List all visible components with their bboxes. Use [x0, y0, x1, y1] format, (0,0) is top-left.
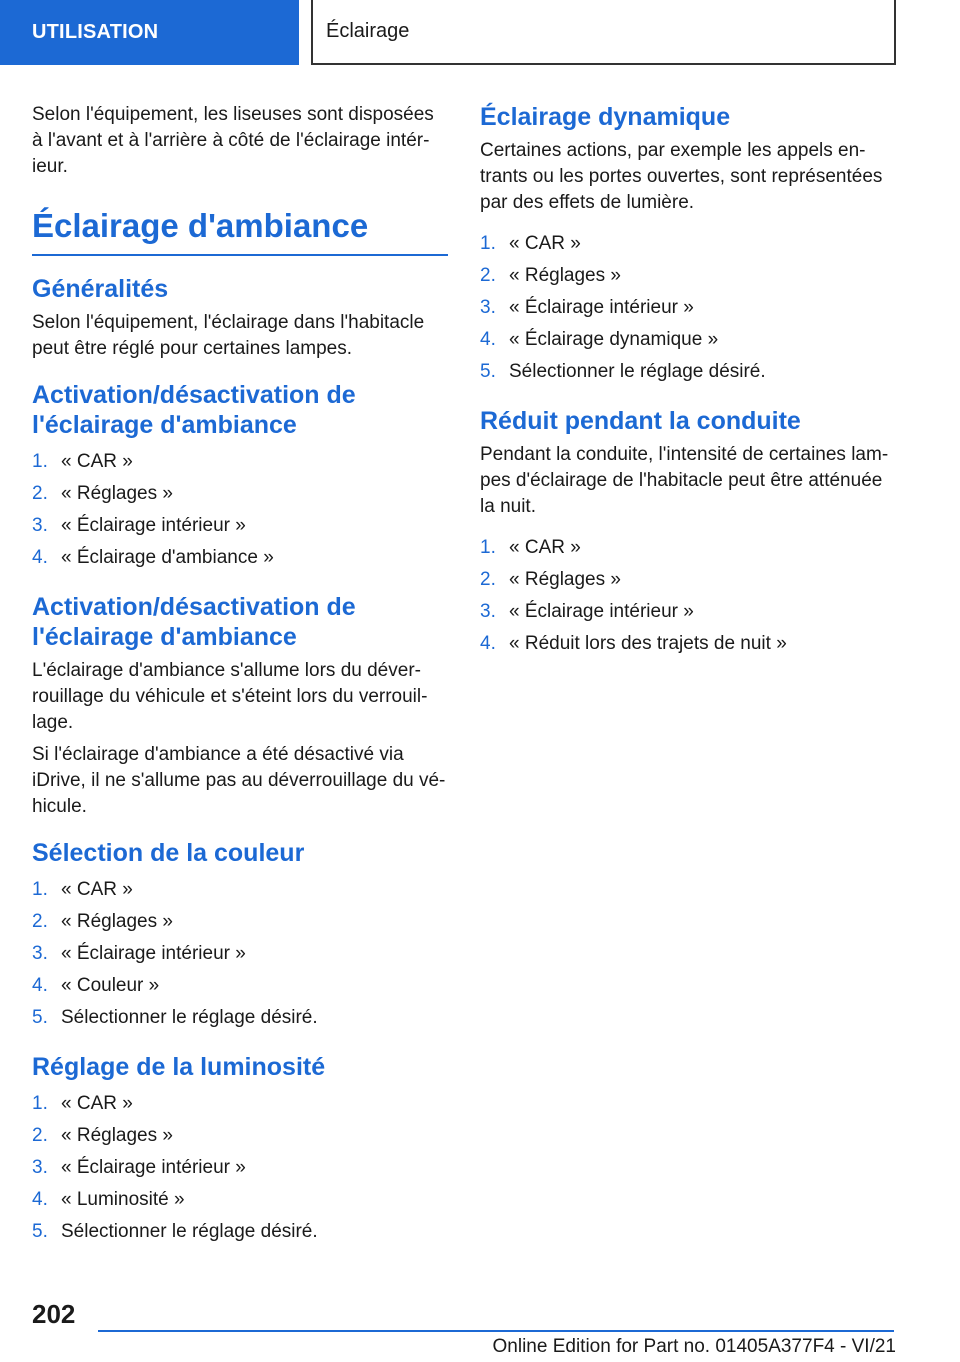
list-item [32, 874, 448, 906]
reduit-steps [480, 532, 900, 660]
step-number: 4. [32, 1189, 48, 1210]
step-number: 5. [32, 1007, 48, 1028]
activation-text-2: Si l'éclairage d'ambiance a été désactivé via iDrive, il ne s'allume pas au déverrouillage du vé-hicule. [32, 744, 446, 817]
step-text: « Réglages » [61, 483, 173, 504]
step-text: « CAR » [509, 537, 581, 558]
step-number: 4. [32, 975, 48, 996]
list-item [32, 542, 448, 574]
step-number: 1. [32, 451, 48, 472]
section-tab: UTILISATION [0, 0, 299, 65]
list-item [480, 356, 900, 388]
left-column [32, 102, 448, 1248]
luminosite-heading: Réglage de la luminosité [32, 1053, 326, 1081]
list-item [480, 596, 900, 628]
generalites-text: Selon l'équipement, l'éclairage dans l'habitacle peut être réglé pour certaines lampes. [32, 312, 425, 359]
list-item [480, 532, 900, 564]
chapter-title: Éclairage [311, 0, 896, 65]
step-text: « Éclairage dynamique » [509, 329, 719, 350]
couleur-heading: Sélection de la couleur [32, 839, 305, 867]
step-number: 3. [32, 943, 48, 964]
step-number: 3. [32, 1157, 48, 1178]
step-number: 2. [32, 1125, 48, 1146]
activation-heading-2: Activation/désactivation de l'éclairage d'ambiance [32, 593, 356, 651]
step-number: 5. [32, 1221, 48, 1242]
step-number: 1. [32, 1093, 48, 1114]
list-item [32, 1152, 448, 1184]
step-number: 2. [480, 265, 496, 286]
list-item [32, 938, 448, 970]
list-item [32, 1002, 448, 1034]
step-text: « Éclairage d'ambiance » [61, 547, 274, 568]
step-number: 3. [480, 297, 496, 318]
dynamique-text: Certaines actions, par exemple les appels en-trants ou les portes ouvertes, sont représentées par des effets de lumière. [480, 140, 883, 213]
step-text: « Réglages » [61, 911, 173, 932]
activation-heading-1: Activation/désactivation de l'éclairage d'ambiance [32, 381, 356, 439]
footer-divider [98, 1330, 894, 1332]
page-number: 202 [32, 1299, 76, 1329]
list-item [480, 628, 900, 660]
list-item [32, 478, 448, 510]
step-text: « Réglages » [61, 1125, 173, 1146]
luminosite-steps [32, 1088, 448, 1248]
step-number: 3. [480, 601, 496, 622]
step-text: « CAR » [509, 233, 581, 254]
step-number: 1. [480, 233, 496, 254]
list-item [32, 906, 448, 938]
list-item [32, 446, 448, 478]
right-column [480, 102, 900, 660]
list-item [32, 1184, 448, 1216]
step-number: 5. [480, 361, 496, 382]
step-text: « Réglages » [509, 569, 621, 590]
step-number: 4. [480, 633, 496, 654]
step-text: « CAR » [61, 879, 133, 900]
generalites-heading: Généralités [32, 275, 169, 303]
list-item [480, 324, 900, 356]
step-text: « Éclairage intérieur » [509, 601, 694, 622]
activation-text-1: L'éclairage d'ambiance s'allume lors du déver-rouillage du véhicule et s'éteint lors du verrouil-lage. [32, 660, 428, 733]
list-item [32, 1088, 448, 1120]
main-section-title: Éclairage d'ambiance [32, 204, 448, 256]
edition-footer: Online Edition for Part no. 01405A377F4 - VI/21 [492, 1336, 896, 1357]
step-text: « Éclairage intérieur » [509, 297, 694, 318]
step-number: 1. [32, 879, 48, 900]
list-item [32, 1120, 448, 1152]
step-text: « Réduit lors des trajets de nuit » [509, 633, 787, 654]
step-text: Sélectionner le réglage désiré. [509, 361, 766, 382]
dynamique-heading: Éclairage dynamique [480, 103, 731, 131]
list-item [32, 970, 448, 1002]
activation-steps-1 [32, 446, 448, 574]
list-item [480, 228, 900, 260]
step-text: « Éclairage intérieur » [61, 1157, 246, 1178]
step-text: « CAR » [61, 451, 133, 472]
step-number: 2. [32, 483, 48, 504]
reduit-text: Pendant la conduite, l'intensité de certaines lam-pes d'éclairage de l'habitacle peut être atténuée la nuit. [480, 444, 889, 517]
step-text: Sélectionner le réglage désiré. [61, 1221, 318, 1242]
reduit-heading: Réduit pendant la conduite [480, 407, 801, 435]
couleur-steps [32, 874, 448, 1034]
step-text: « Éclairage intérieur » [61, 943, 246, 964]
step-text: « CAR » [61, 1093, 133, 1114]
step-text: « Luminosité » [61, 1189, 185, 1210]
step-number: 2. [32, 911, 48, 932]
step-text: « Réglages » [509, 265, 621, 286]
list-item [480, 564, 900, 596]
step-number: 4. [32, 547, 48, 568]
step-text: « Éclairage intérieur » [61, 515, 246, 536]
step-number: 2. [480, 569, 496, 590]
list-item [32, 1216, 448, 1248]
intro-paragraph: Selon l'équipement, les liseuses sont disposées à l'avant et à l'arrière à côté de l'éclairage intér-ieur. [32, 104, 434, 177]
step-number: 3. [32, 515, 48, 536]
list-item [480, 292, 900, 324]
step-text: « Couleur » [61, 975, 160, 996]
list-item [32, 510, 448, 542]
step-text: Sélectionner le réglage désiré. [61, 1007, 318, 1028]
list-item [480, 260, 900, 292]
step-number: 1. [480, 537, 496, 558]
dynamique-steps [480, 228, 900, 388]
step-number: 4. [480, 329, 496, 350]
